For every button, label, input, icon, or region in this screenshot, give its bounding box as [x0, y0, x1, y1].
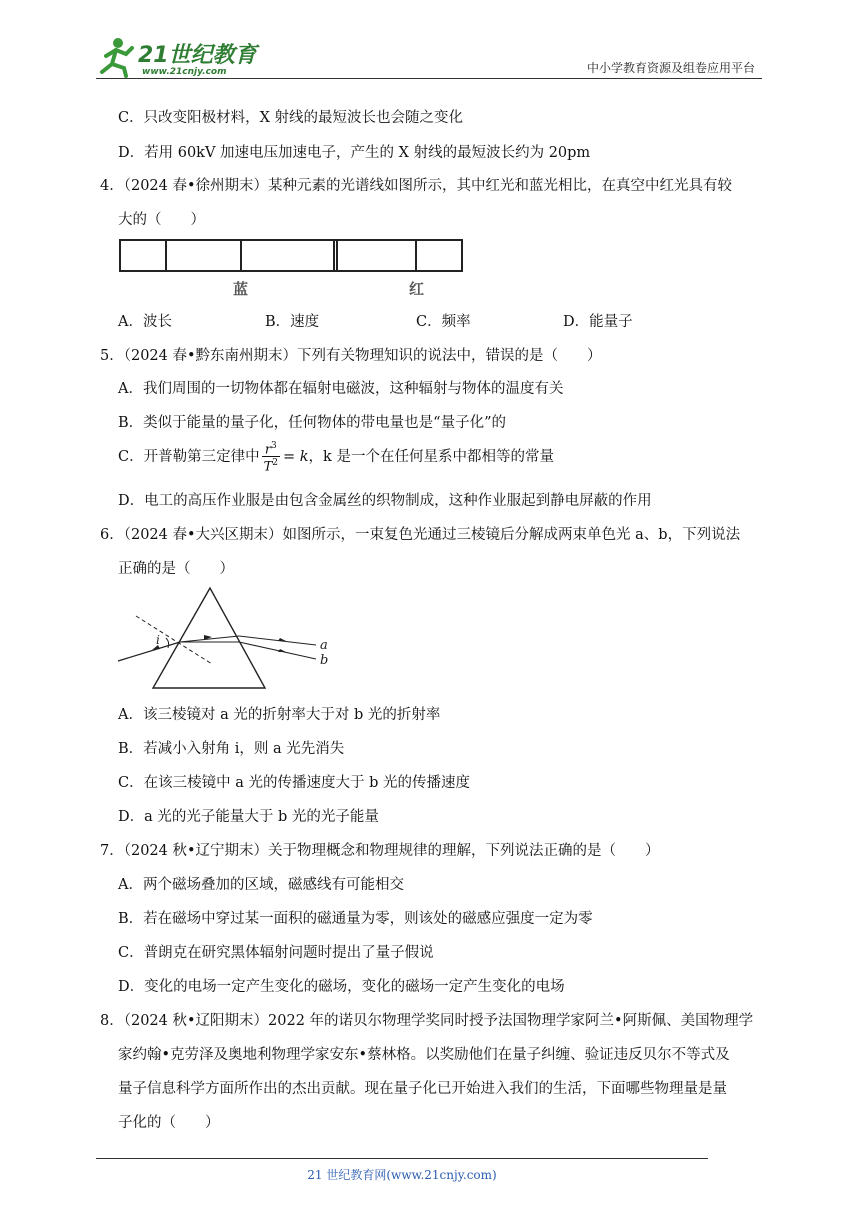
q4-option-b: B．速度 [265, 314, 320, 330]
q5-option-b: B．类似于能量的量子化，任何物体的带电量也是“量子化”的 [118, 415, 506, 431]
q5-option-c-pre: C．开普勒第三定律中 [118, 448, 260, 465]
frac-equals: = k [283, 448, 309, 465]
prism-figure [116, 586, 336, 692]
q5-option-c-post: ，k 是一个在任何星系中都相等的常量 [308, 448, 554, 465]
q5-option-a: A．我们周围的一切物体都在辐射电磁波，这种辐射与物体的温度有关 [118, 381, 564, 397]
q4-option-c: C．频率 [416, 314, 471, 330]
q4-option-a: A．波长 [118, 314, 172, 330]
header-platform-name: 中小学教育资源及组卷应用平台 [586, 61, 755, 75]
q6-option-c: C．在该三棱镜中 a 光的传播速度大于 b 光的传播速度 [118, 775, 470, 791]
spectrum-figure [118, 238, 464, 274]
site-logo [96, 36, 266, 78]
logo-text: 21世纪教育 [138, 43, 257, 68]
runner-icon [102, 38, 132, 76]
q6-option-a: A．该三棱镜对 a 光的折射率大于对 b 光的折射率 [118, 707, 441, 723]
label-a: a [320, 638, 328, 653]
label-i: i [156, 633, 160, 647]
q7-option-c: C．普朗克在研究黑体辐射问题时提出了量子假说 [118, 945, 434, 961]
q8-stem-line1: 8．（2024 秋•辽阳期末）2022 年的诺贝尔物理学奖同时授予法国物理学家阿兰•阿斯佩、美国物理学 [100, 1013, 754, 1029]
q5-option-d: D．电工的高压作业服是由包含金属丝的织物制成，这种作业服起到静电屏蔽的作用 [118, 493, 652, 509]
kepler-fraction [262, 440, 280, 474]
footer-text: 21 世纪教育网(www.21cnjy.com) [307, 1168, 497, 1182]
label-blue: 蓝 [233, 280, 249, 298]
frac-den: T [263, 459, 273, 475]
ray-a-out [239, 636, 316, 645]
q6-stem-line2: 正确的是（ ） [118, 561, 234, 577]
q3-option-c: C．只改变阳极材料，X 射线的最短波长也会随之变化 [118, 110, 464, 126]
footer-divider [96, 1158, 708, 1159]
q7-option-a: A．两个磁场叠加的区域，磁感线有可能相交 [118, 877, 404, 893]
q7-option-b: B．若在磁场中穿过某一面积的磁通量为零，则该处的磁感应强度一定为零 [118, 911, 593, 927]
q3-option-d: D．若用 60kV 加速电压加速电子，产生的 X 射线的最短波长约为 20pm [118, 145, 591, 161]
q7-option-d: D．变化的电场一定产生变化的磁场，变化的磁场一定产生变化的电场 [118, 979, 565, 995]
ray-b-out [239, 642, 316, 659]
logo-sub: www.21cnjy.com [142, 67, 227, 77]
q7-stem: 7．（2024 秋•辽宁期末）关于物理概念和物理规律的理解，下列说法正确的是（ ） [100, 843, 660, 859]
q5-stem: 5．（2024 春•黔东南州期末）下列有关物理知识的说法中，错误的是（ ） [100, 348, 602, 364]
frac-num-exp: 3 [271, 441, 277, 451]
q8-stem-line3: 量子信息科学方面所作出的杰出贡献。现在量子化已开始进入我们的生活，下面哪些物理量是量 [118, 1081, 727, 1097]
frac-den-exp: 2 [272, 458, 278, 469]
q4-stem-line2: 大的（ ） [118, 212, 205, 228]
q8-stem-line4: 子化的（ ） [118, 1115, 220, 1131]
q5-option-c [118, 440, 554, 474]
q4-option-d: D．能量子 [563, 314, 633, 330]
header-divider [96, 78, 762, 79]
q6-stem-line1: 6．（2024 春•大兴区期末）如图所示，一束复色光通过三棱镜后分解成两束单色光 a、b，下列说法 [100, 527, 741, 543]
label-red: 红 [409, 280, 425, 298]
label-b: b [320, 653, 329, 668]
q4-stem-line1: 4．（2024 春•徐州期末）某种元素的光谱线如图所示，其中红光和蓝光相比，在真空中红光具有较 [100, 178, 733, 194]
q6-option-d: D．a 光的光子能量大于 b 光的光子能量 [118, 809, 379, 825]
frac-num: r [264, 442, 272, 458]
q8-stem-line2: 家约翰•克劳泽及奥地利物理学家安东•蔡林格。以奖励他们在量子纠缠、验证违反贝尔不等式及 [118, 1047, 730, 1063]
q6-option-b: B．若减小入射角 i，则 a 光先消失 [118, 741, 345, 757]
